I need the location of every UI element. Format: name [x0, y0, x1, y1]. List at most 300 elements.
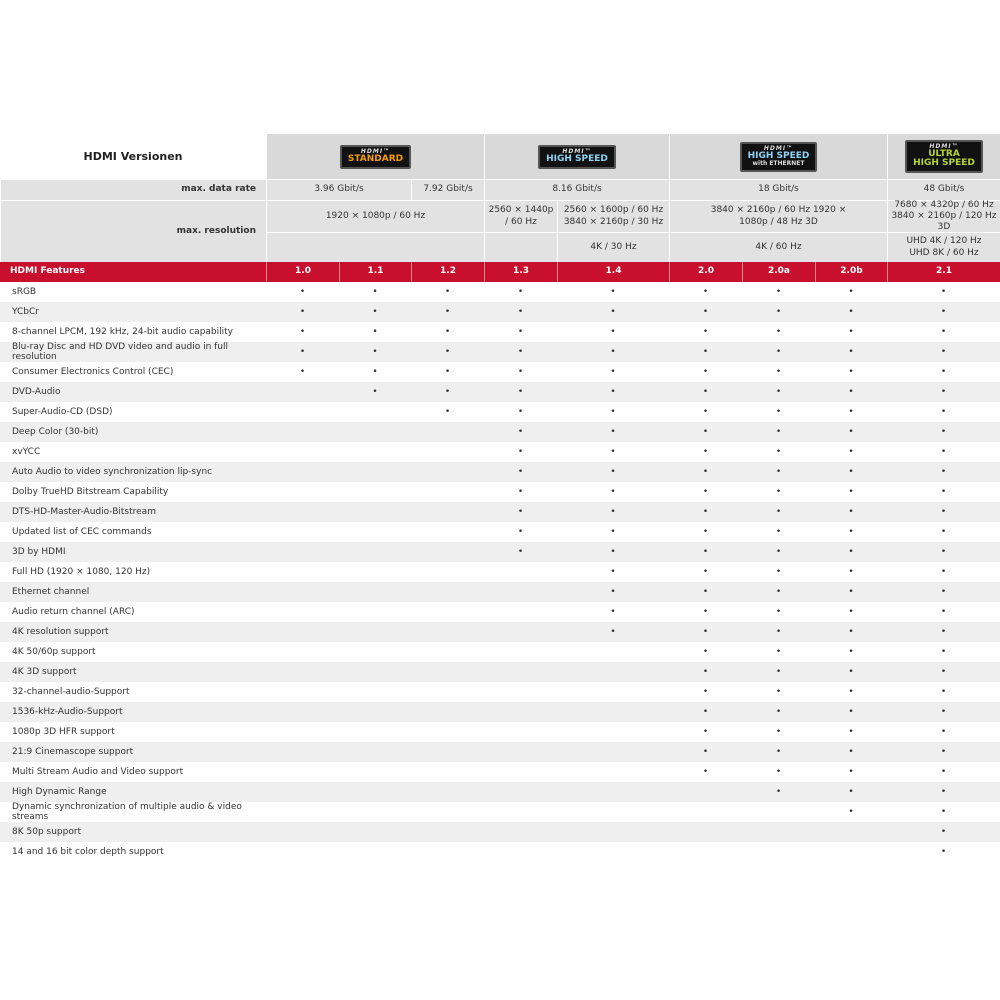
supported-dot: •: [940, 767, 947, 777]
supported-dot: •: [702, 547, 709, 557]
feature-name: High Dynamic Range: [12, 787, 107, 797]
empty-cell: [742, 822, 815, 842]
supported-dot: •: [702, 287, 709, 297]
empty-cell: [266, 622, 339, 642]
empty-cell: [484, 642, 557, 662]
supported-dot: •: [940, 507, 947, 517]
feature-name: Super-Audio-CD (DSD): [12, 407, 113, 417]
supported-dot: •: [940, 847, 947, 857]
empty-cell: [411, 482, 484, 502]
supported-dot: •: [940, 707, 947, 717]
empty-cell: [411, 542, 484, 562]
supported-dot: •: [702, 667, 709, 677]
empty-cell: [339, 742, 411, 762]
table-row: [0, 622, 1000, 642]
empty-cell: [484, 682, 557, 702]
supported-dot: •: [775, 607, 782, 617]
supported-dot: •: [775, 687, 782, 697]
supported-dot: •: [517, 447, 524, 457]
supported-dot: •: [940, 407, 947, 417]
supported-dot: •: [940, 387, 947, 397]
logo-cell-ultra: [887, 134, 1000, 179]
feature-name: xvYCC: [12, 447, 41, 457]
supported-dot: •: [940, 427, 947, 437]
resolution-2-0-4k: 4K / 60 Hz: [669, 232, 887, 262]
supported-dot: •: [775, 507, 782, 517]
table-row: [0, 822, 1000, 842]
supported-dot: •: [848, 687, 854, 697]
feature-name: 14 and 16 bit color depth support: [12, 847, 164, 857]
supported-dot: •: [775, 667, 782, 677]
supported-dot: •: [848, 707, 854, 717]
feature-name: 4K resolution support: [12, 627, 109, 637]
logo-cell-ethernet: [669, 134, 887, 179]
supported-dot: •: [775, 527, 782, 537]
supported-dot: •: [299, 347, 306, 357]
resolution-1-4-max: 2560 × 1600p / 60 Hz 3840 × 2160p / 30 Hz: [557, 201, 669, 232]
supported-dot: •: [610, 487, 616, 497]
supported-dot: •: [848, 607, 854, 617]
empty-cell: [742, 842, 815, 862]
empty-cell: [484, 702, 557, 722]
table-row: [0, 282, 1000, 302]
supported-dot: •: [517, 467, 524, 477]
empty-cell: [557, 702, 669, 722]
empty-cell: [339, 502, 411, 522]
supported-dot: •: [775, 547, 782, 557]
empty-cell: [266, 642, 339, 662]
supported-dot: •: [775, 587, 782, 597]
supported-dot: •: [299, 367, 306, 377]
supported-dot: •: [940, 547, 947, 557]
supported-dot: •: [775, 347, 782, 357]
empty-cell: [266, 722, 339, 742]
supported-dot: •: [848, 347, 854, 357]
supported-dot: •: [848, 727, 854, 737]
empty-cell: [557, 682, 669, 702]
feature-name: 3D by HDMI: [12, 547, 66, 557]
empty-cell: [411, 782, 484, 802]
feature-name: Multi Stream Audio and Video support: [12, 767, 184, 777]
hdmi-ultra-high-speed-logo: HDMI™ ULTRA HIGH SPEED: [905, 140, 983, 173]
feature-name: Updated list of CEC commands: [12, 527, 152, 537]
supported-dot: •: [702, 567, 709, 577]
empty-cell: [266, 702, 339, 722]
supported-dot: •: [444, 327, 451, 337]
empty-cell: [411, 702, 484, 722]
table-row: [0, 442, 1000, 462]
empty-cell: [411, 622, 484, 642]
supported-dot: •: [610, 307, 616, 317]
empty-cell: [484, 722, 557, 742]
supported-dot: •: [299, 307, 306, 317]
empty-cell: [557, 782, 669, 802]
feature-name: 1080p 3D HFR support: [12, 727, 115, 737]
supported-dot: •: [610, 547, 616, 557]
supported-dot: •: [775, 707, 782, 717]
table-row: [0, 482, 1000, 502]
supported-dot: •: [848, 387, 854, 397]
supported-dot: •: [610, 567, 616, 577]
empty-cell: [339, 682, 411, 702]
resolution-2-1-max: 7680 × 4320p / 60 Hz 3840 × 2160p / 120 Hz 3D: [887, 201, 1000, 232]
empty-cell: [411, 802, 484, 822]
empty-cell: [484, 802, 557, 822]
supported-dot: •: [775, 327, 782, 337]
empty-cell: [266, 782, 339, 802]
table-title: HDMI Versionen: [0, 134, 266, 179]
supported-dot: •: [775, 767, 782, 777]
empty-cell: [339, 702, 411, 722]
empty-cell: [339, 602, 411, 622]
empty-cell: [339, 582, 411, 602]
version-1-0: 1.0: [266, 262, 339, 282]
empty-cell: [411, 822, 484, 842]
supported-dot: •: [848, 807, 854, 817]
supported-dot: •: [702, 447, 709, 457]
resolution-block: [0, 200, 1000, 262]
supported-dot: •: [848, 307, 854, 317]
version-1-1: 1.1: [339, 262, 411, 282]
empty-cell: [484, 582, 557, 602]
version-1-4: 1.4: [557, 262, 669, 282]
empty-cell: [339, 622, 411, 642]
supported-dot: •: [940, 327, 947, 337]
supported-dot: •: [610, 407, 616, 417]
supported-dot: •: [848, 427, 854, 437]
feature-name: Auto Audio to video synchronization lip-sync: [12, 467, 213, 477]
supported-dot: •: [372, 367, 378, 377]
supported-dot: •: [610, 607, 616, 617]
supported-dot: •: [702, 727, 709, 737]
empty-cell: [411, 602, 484, 622]
empty-cell: [557, 762, 669, 782]
data-rate-1-0-1-1: 3.96 Gbit/s: [266, 180, 411, 200]
empty-cell: [484, 602, 557, 622]
table-row: [0, 542, 1000, 562]
empty-cell: [669, 782, 742, 802]
supported-dot: •: [702, 687, 709, 697]
supported-dot: •: [702, 747, 709, 757]
empty-cell: [484, 842, 557, 862]
supported-dot: •: [702, 327, 709, 337]
logo-cell-standard: [266, 134, 484, 179]
supported-dot: •: [702, 347, 709, 357]
supported-dot: •: [299, 287, 306, 297]
empty-cell: [339, 842, 411, 862]
supported-dot: •: [775, 487, 782, 497]
supported-dot: •: [775, 627, 782, 637]
supported-dot: •: [848, 527, 854, 537]
supported-dot: •: [848, 487, 854, 497]
supported-dot: •: [702, 627, 709, 637]
table-row: [0, 522, 1000, 542]
supported-dot: •: [848, 567, 854, 577]
feature-name: DTS-HD-Master-Audio-Bitstream: [12, 507, 156, 517]
supported-dot: •: [775, 467, 782, 477]
empty-cell: [266, 482, 339, 502]
empty-cell: [557, 802, 669, 822]
empty-cell: [411, 642, 484, 662]
empty-cell: [484, 822, 557, 842]
supported-dot: •: [848, 667, 854, 677]
version-1-2: 1.2: [411, 262, 484, 282]
feature-name: Ethernet channel: [12, 587, 90, 597]
empty-cell: [815, 842, 887, 862]
feature-name: Dolby TrueHD Bitstream Capability: [12, 487, 169, 497]
table-row: [0, 582, 1000, 602]
feature-rows: [0, 282, 1000, 862]
empty-cell: [411, 582, 484, 602]
feature-name: 8-channel LPCM, 192 kHz, 24-bit audio capability: [12, 327, 233, 337]
supported-dot: •: [940, 287, 947, 297]
logo-cell-high-speed: [484, 134, 669, 179]
version-2-0: 2.0: [669, 262, 742, 282]
empty-cell: [742, 802, 815, 822]
feature-name: DVD-Audio: [12, 387, 61, 397]
resolution-1-0-1-2: 1920 × 1080p / 60 Hz: [266, 201, 484, 232]
table-row: [0, 802, 1000, 822]
feature-name: 4K 50/60p support: [12, 647, 96, 657]
feature-name: 21:9 Cinemascope support: [12, 747, 134, 757]
table-row: [0, 402, 1000, 422]
empty-cell: [484, 782, 557, 802]
supported-dot: •: [848, 327, 854, 337]
table-row: [0, 362, 1000, 382]
supported-dot: •: [517, 347, 524, 357]
hdmi-high-speed-ethernet-logo: HDMI™ HIGH SPEED with ETHERNET: [740, 142, 818, 172]
empty-cell: [411, 662, 484, 682]
empty-cell: [266, 602, 339, 622]
supported-dot: •: [610, 447, 616, 457]
supported-dot: •: [517, 307, 524, 317]
supported-dot: •: [848, 787, 854, 797]
supported-dot: •: [775, 287, 782, 297]
table-row: [0, 742, 1000, 762]
supported-dot: •: [775, 747, 782, 757]
table-row: [0, 682, 1000, 702]
empty-cell: [557, 662, 669, 682]
supported-dot: •: [610, 427, 616, 437]
feature-name: Audio return channel (ARC): [12, 607, 135, 617]
supported-dot: •: [940, 687, 947, 697]
empty-cell: [815, 822, 887, 842]
supported-dot: •: [702, 507, 709, 517]
supported-dot: •: [702, 767, 709, 777]
supported-dot: •: [517, 507, 524, 517]
table-row: [0, 762, 1000, 782]
features-header-label: HDMI Features: [10, 266, 86, 277]
empty-cell: [266, 822, 339, 842]
supported-dot: •: [940, 807, 947, 817]
empty-cell: [266, 542, 339, 562]
supported-dot: •: [775, 567, 782, 577]
empty-cell: [339, 422, 411, 442]
empty-cell: [557, 642, 669, 662]
empty-cell: [266, 402, 339, 422]
supported-dot: •: [299, 327, 306, 337]
empty-cell: [339, 442, 411, 462]
supported-dot: •: [775, 787, 782, 797]
supported-dot: •: [444, 347, 451, 357]
empty-cell: [411, 422, 484, 442]
supported-dot: •: [444, 407, 451, 417]
supported-dot: •: [775, 367, 782, 377]
empty-cell: [411, 502, 484, 522]
supported-dot: •: [848, 407, 854, 417]
supported-dot: •: [940, 607, 947, 617]
table-row: [0, 782, 1000, 802]
empty-cell: [339, 802, 411, 822]
resolution-2-0-max: 3840 × 2160p / 60 Hz 1920 × 1080p / 48 Hz 3D: [669, 201, 887, 232]
supported-dot: •: [702, 587, 709, 597]
supported-dot: •: [940, 367, 947, 377]
table-row: [0, 662, 1000, 682]
empty-cell: [411, 762, 484, 782]
empty-cell: [339, 562, 411, 582]
version-2-0a: 2.0a: [742, 262, 815, 282]
hdmi-versions-table: [0, 134, 1000, 862]
supported-dot: •: [775, 387, 782, 397]
supported-dot: •: [702, 427, 709, 437]
empty-cell: [484, 662, 557, 682]
supported-dot: •: [940, 307, 947, 317]
supported-dot: •: [848, 507, 854, 517]
empty-cell: [266, 522, 339, 542]
supported-dot: •: [517, 407, 524, 417]
supported-dot: •: [444, 367, 451, 377]
empty-cell: [266, 742, 339, 762]
empty-cell: [266, 562, 339, 582]
supported-dot: •: [372, 307, 378, 317]
version-2-0b: 2.0b: [815, 262, 887, 282]
data-rate-1-3-1-4: 8.16 Gbit/s: [484, 180, 669, 200]
supported-dot: •: [775, 307, 782, 317]
supported-dot: •: [940, 627, 947, 637]
supported-dot: •: [848, 287, 854, 297]
empty-cell: [339, 482, 411, 502]
empty-cell: [411, 722, 484, 742]
table-row: [0, 422, 1000, 442]
empty-cell: [339, 462, 411, 482]
version-1-3: 1.3: [484, 262, 557, 282]
empty-cell: [669, 802, 742, 822]
feature-name: Dynamic synchronization of multiple audio & video streams: [12, 802, 242, 822]
empty-cell: [411, 842, 484, 862]
empty-cell: [411, 442, 484, 462]
feature-name: sRGB: [12, 287, 37, 297]
supported-dot: •: [517, 387, 524, 397]
supported-dot: •: [775, 447, 782, 457]
empty-cell: [339, 542, 411, 562]
features-header-row: [0, 262, 1000, 282]
supported-dot: •: [702, 647, 709, 657]
supported-dot: •: [848, 547, 854, 557]
supported-dot: •: [848, 587, 854, 597]
supported-dot: •: [940, 487, 947, 497]
supported-dot: •: [610, 507, 616, 517]
table-row: [0, 302, 1000, 322]
empty-cell: [339, 522, 411, 542]
empty-cell: [557, 722, 669, 742]
empty-cell: [339, 642, 411, 662]
supported-dot: •: [775, 647, 782, 657]
resolution-1-3-empty: [484, 232, 557, 262]
empty-cell: [557, 822, 669, 842]
supported-dot: •: [940, 467, 947, 477]
supported-dot: •: [940, 447, 947, 457]
supported-dot: •: [702, 467, 709, 477]
empty-cell: [411, 522, 484, 542]
empty-cell: [266, 842, 339, 862]
empty-cell: [669, 822, 742, 842]
supported-dot: •: [848, 747, 854, 757]
supported-dot: •: [940, 727, 947, 737]
table-row: [0, 382, 1000, 402]
supported-dot: •: [940, 527, 947, 537]
supported-dot: •: [517, 527, 524, 537]
supported-dot: •: [940, 667, 947, 677]
supported-dot: •: [848, 447, 854, 457]
supported-dot: •: [775, 727, 782, 737]
supported-dot: •: [702, 487, 709, 497]
feature-name: 8K 50p support: [12, 827, 82, 837]
table-row: [0, 702, 1000, 722]
supported-dot: •: [940, 647, 947, 657]
supported-dot: •: [610, 527, 616, 537]
empty-cell: [411, 742, 484, 762]
supported-dot: •: [610, 327, 616, 337]
empty-cell: [484, 762, 557, 782]
supported-dot: •: [702, 407, 709, 417]
supported-dot: •: [940, 347, 947, 357]
empty-cell: [411, 682, 484, 702]
data-rate-row: [0, 179, 1000, 200]
empty-cell: [266, 762, 339, 782]
empty-cell: [266, 682, 339, 702]
empty-cell: [411, 562, 484, 582]
data-rate-2-0: 18 Gbit/s: [669, 180, 887, 200]
supported-dot: •: [372, 347, 378, 357]
supported-dot: •: [702, 527, 709, 537]
table-row: [0, 722, 1000, 742]
supported-dot: •: [610, 387, 616, 397]
table-row: [0, 642, 1000, 662]
table-row: [0, 342, 1000, 362]
empty-cell: [266, 662, 339, 682]
supported-dot: •: [610, 347, 616, 357]
empty-cell: [266, 502, 339, 522]
empty-cell: [266, 582, 339, 602]
feature-name: Consumer Electronics Control (CEC): [12, 367, 174, 377]
data-rate-label: max. data rate: [0, 180, 266, 200]
supported-dot: •: [702, 707, 709, 717]
supported-dot: •: [372, 287, 378, 297]
resolution-1-3: 2560 × 1440p / 60 Hz: [484, 201, 557, 232]
supported-dot: •: [848, 647, 854, 657]
supported-dot: •: [940, 587, 947, 597]
supported-dot: •: [848, 367, 854, 377]
empty-cell: [266, 802, 339, 822]
supported-dot: •: [517, 327, 524, 337]
feature-name: Deep Color (30-bit): [12, 427, 99, 437]
feature-name: 4K 3D support: [12, 667, 77, 677]
supported-dot: •: [702, 607, 709, 617]
empty-cell: [557, 842, 669, 862]
supported-dot: •: [517, 367, 524, 377]
supported-dot: •: [517, 547, 524, 557]
empty-cell: [339, 662, 411, 682]
